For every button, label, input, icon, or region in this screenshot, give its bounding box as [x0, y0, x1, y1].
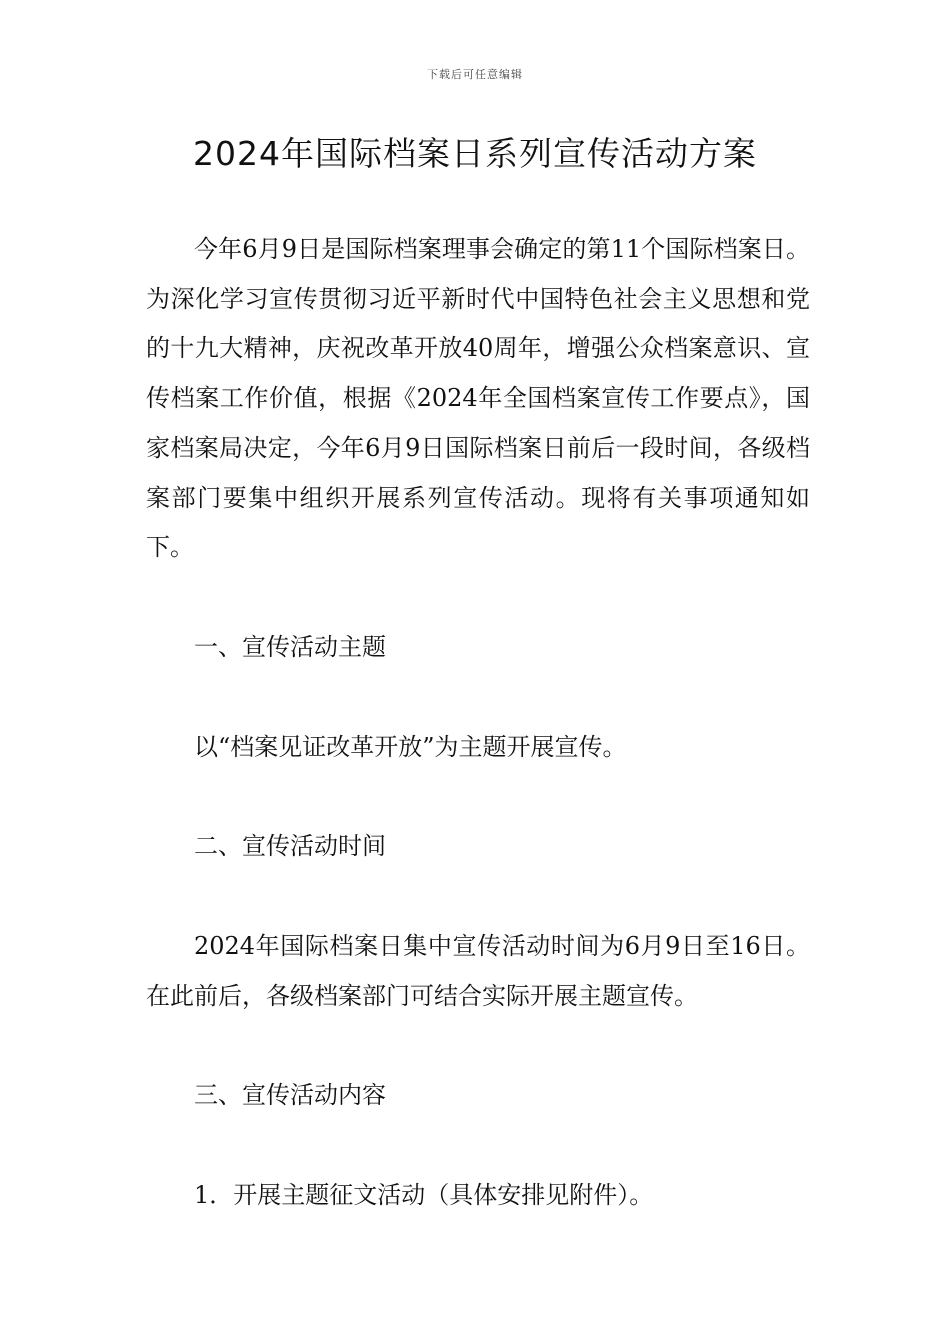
header-note: 下载后可任意编辑	[427, 68, 523, 81]
intro-paragraph: 今年6月9日是国际档案理事会确定的第11个国际档案日。为深化学习宣传贯彻习近平新时代中国特色社会主义思想和党的十九大精神，庆祝改革开放40周年，增强公众档案意识、宣传档案工作价值，根据《2024年全国档案宣传工作要点》，国家档案局决定，今年6月9日国际档案日前后一段时间，各级档案部门要集中组织开展系列宣传活动。现将有关事项通知如下。	[146, 235, 810, 562]
section-body-time: 2024年国际档案日集中宣传活动时间为6月9日至16日。在此前后，各级档案部门可结合实际开展主题宣传。	[146, 932, 810, 1010]
document-body	[146, 225, 810, 1221]
list-item-essay: 1．开展主题征文活动（具体安排见附件）。	[194, 1181, 654, 1210]
section-heading-theme: 一、宣传活动主题	[194, 632, 386, 661]
section-heading-content: 三、宣传活动内容	[194, 1081, 386, 1110]
document-title: 2024年国际档案日系列宣传活动方案	[193, 134, 757, 173]
section-heading-time: 二、宣传活动时间	[194, 832, 386, 861]
section-body-theme: 以“档案见证改革开放”为主题开展宣传。	[194, 732, 627, 761]
